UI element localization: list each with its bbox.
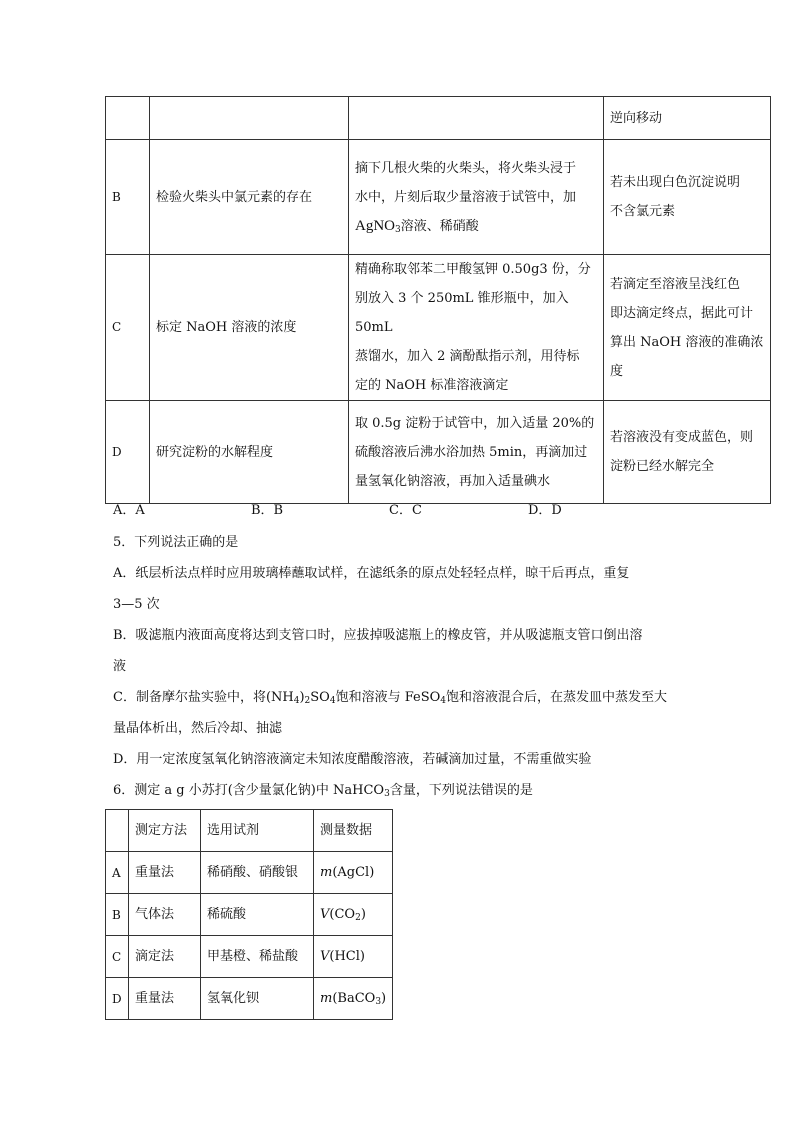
option-d: D．D [528, 503, 562, 518]
method-cell: 气体法 [129, 894, 201, 936]
question-5-option-a: A．纸层析法点样时应用玻璃棒蘸取试样，在滤纸条的原点处轻轻点样，晾干后再点，重复 [113, 566, 630, 581]
question-6-stem: 6．测定 a g 小苏打(含少量氯化钠)中 NaHCO$_3$含量，下列说法错误的是 [113, 783, 533, 799]
table-row [106, 140, 771, 255]
reagent-cell: 氢氧化钡 [201, 978, 314, 1020]
measurement-table [105, 809, 393, 1020]
method-cell: 重量法 [129, 978, 201, 1020]
row-label: C [106, 255, 150, 401]
table-header-row [106, 810, 393, 852]
question-5-option-b: B．吸滤瓶内液面高度将达到支管口时，应拔掉吸滤瓶上的橡皮管，并从吸滤瓶支管口倒出溶 [113, 628, 643, 643]
operation-cell [349, 97, 604, 140]
header-cell: 测定方法 [129, 810, 201, 852]
reagent-cell: 稀硫酸 [201, 894, 314, 936]
row-label: C [106, 936, 129, 978]
question-5-option-d: D．用一定浓度氢氧化钠溶液滴定未知浓度醋酸溶液，若碱滴加过量，不需重做实验 [113, 752, 592, 767]
table-row [106, 894, 393, 936]
table-row [106, 852, 393, 894]
reagent-cell: 稀硝酸、硝酸银 [201, 852, 314, 894]
row-label: B [106, 894, 129, 936]
reagent-cell: 甲基橙、稀盐酸 [201, 936, 314, 978]
table-row [106, 936, 393, 978]
conclusion-cell: 若溶液没有变成蓝色，则 淀粉已经水解完全 [604, 401, 771, 504]
question-5-option-c: C．制备摩尔盐实验中，将$(NH_4)_2SO_4$饱和溶液与 FeSO$_4$饱和溶液混合后，在蒸发皿中蒸发至大 [113, 690, 668, 706]
operation-cell: 摘下几根火柴的火柴头，将火柴头浸于 水中，片刻后取少量溶液于试管中，加 AgNO$_3$溶液、稀硝酸 [349, 140, 604, 255]
conclusion-cell: 若未出现白色沉淀说明 不含氯元素 [604, 140, 771, 255]
data-cell: V(HCl) [314, 936, 393, 978]
purpose-cell [150, 97, 349, 140]
row-label: D [106, 978, 129, 1020]
question-5-option-b-cont: 液 [113, 659, 127, 674]
operation-cell: 取 0.5g 淀粉于试管中，加入适量 20%的 硫酸溶液后沸水浴加热 5min，再滴加过 量氢氧化钠溶液，再加入适量碘水 [349, 401, 604, 504]
purpose-cell: 标定 NaOH 溶液的浓度 [150, 255, 349, 401]
conclusion-cell: 逆向移动 [604, 97, 771, 140]
header-cell [106, 810, 129, 852]
row-label: D [106, 401, 150, 504]
question-5-stem: 5．下列说法正确的是 [113, 535, 239, 550]
purpose-cell: 研究淀粉的水解程度 [150, 401, 349, 504]
header-cell: 选用试剂 [201, 810, 314, 852]
table-row [106, 97, 771, 140]
table-row [106, 978, 393, 1020]
data-cell: m(AgCl) [314, 852, 393, 894]
option-a: A．A [113, 503, 145, 518]
operation-cell: 精确称取邻苯二甲酸氢钾 0.50g3 份，分 别放入 3 个 250mL 锥形瓶中，加入 50mL 蒸馏水，加入 2 滴酚酞指示剂，用待标 定的 NaOH 标准溶液滴定 [349, 255, 604, 401]
option-b: B．B [251, 503, 284, 518]
table-row [106, 255, 771, 401]
experiment-table [105, 96, 771, 504]
row-label: A [106, 852, 129, 894]
data-cell: m(BaCO$_3$) [314, 978, 393, 1020]
row-label: B [106, 140, 150, 255]
option-c: C．C [389, 503, 422, 518]
data-cell: $V(CO_2)$ [314, 894, 393, 936]
question-5-option-c-cont: 量晶体析出，然后冷却、抽滤 [113, 721, 283, 736]
purpose-cell: 检验火柴头中氯元素的存在 [150, 140, 349, 255]
method-cell: 滴定法 [129, 936, 201, 978]
header-cell: 测量数据 [314, 810, 393, 852]
conclusion-cell: 若滴定至溶液呈浅红色 即达滴定终点，据此可计 算出 NaOH 溶液的准确浓 度 [604, 255, 771, 401]
row-label [106, 97, 150, 140]
method-cell: 重量法 [129, 852, 201, 894]
question-5-option-a-cont: 3—5 次 [113, 597, 160, 612]
table-row [106, 401, 771, 504]
